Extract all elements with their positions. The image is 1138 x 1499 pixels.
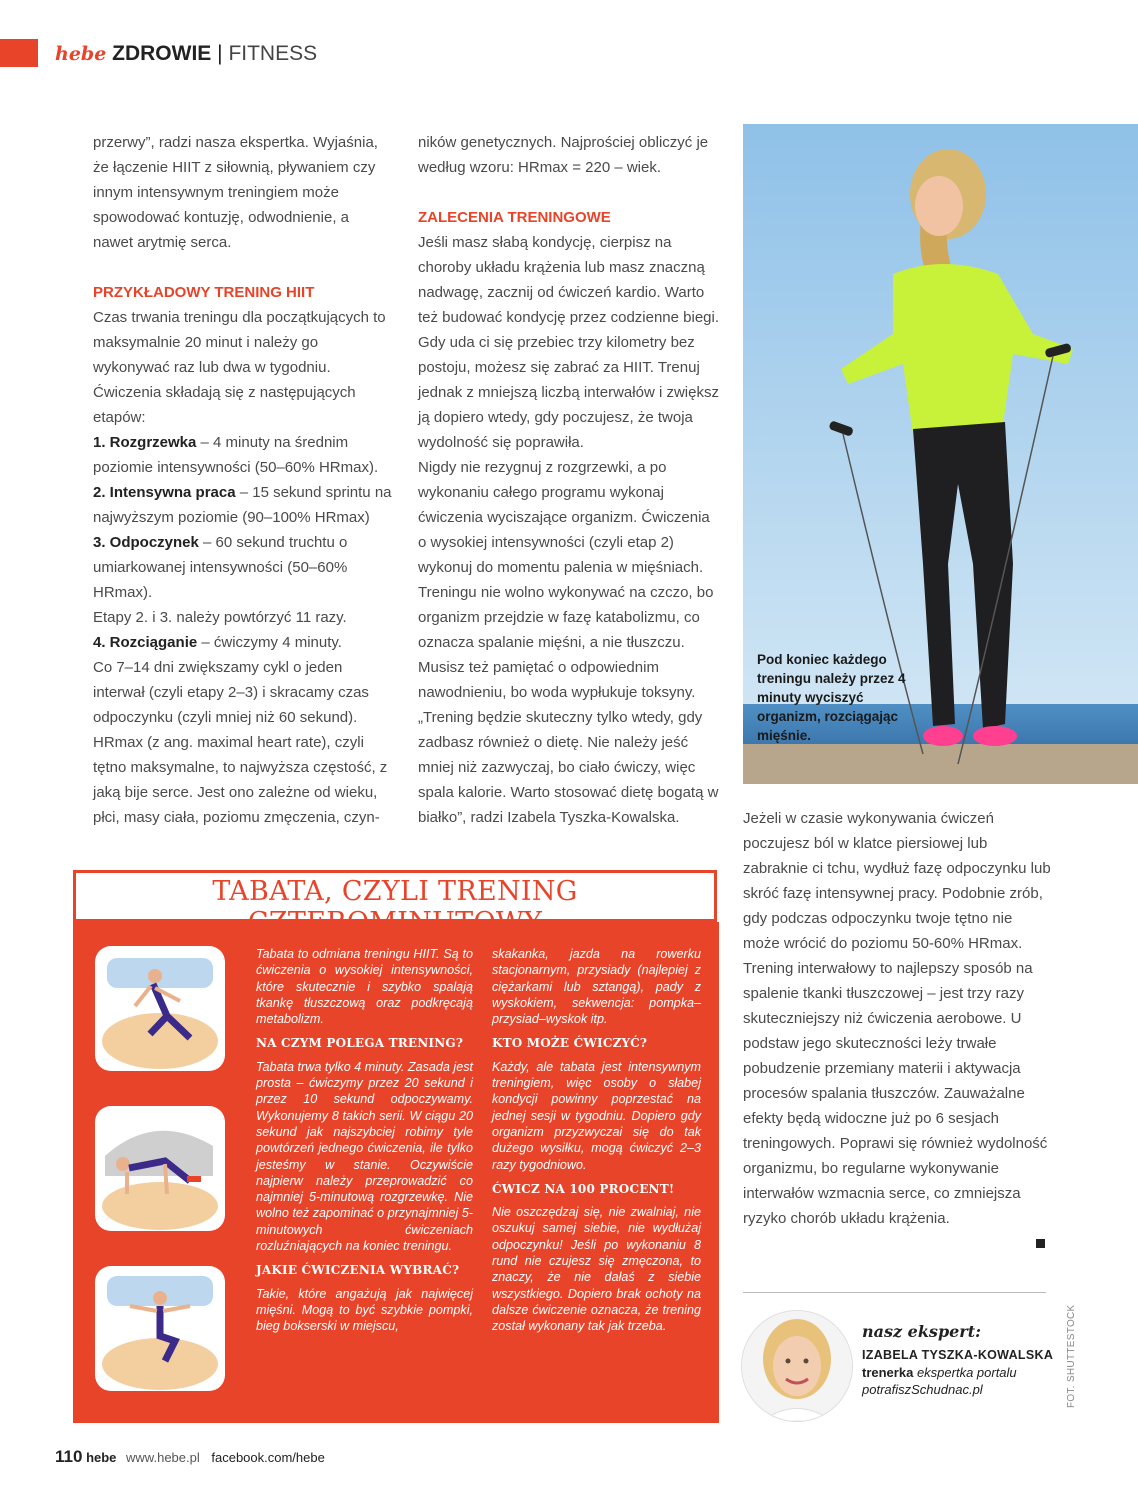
stage-4-text: – ćwiczymy 4 minuty. [197,634,342,651]
col1-heading: PRZYKŁADOWY TRENING HIIT [93,284,315,301]
stage-3-label: 3. Odpoczynek [93,534,199,551]
tabata-intro: Tabata to odmiana treningu HIIT. Są to ćwiczenia o wysokiej intensywności, które skutecznie i szybko spalają tkankę tłuszczową oraz podkręcają metabolizm. [256,947,473,1027]
col2-paragraph-2: Nigdy nie rezygnuj z rozgrzewki, a po wykonaniu całego programu wykonaj ćwiczenia wyciszające organizm. Ćwiczenia o wysokiej intensywności (czyli etap 2) wykonuj do momentu palenia w mięśniach. Treningu nie wolno wykonywać na czczo, bo organizm przejdzie w fazę katabolizmu, co oznacza spalanie mięśni, a nie tłuszczu. Musisz też pamiętać o odpowiednim nawodnieniu, bo woda wypłukuje toksyny. [418,459,714,701]
photo-credit-text: FOT. SHUTTESTOCK [1066,1304,1077,1408]
footer-brand: hebe [86,1450,117,1465]
header-separator: | [217,42,223,65]
stage-3-text: – 60 sekund truchtu o umiarkowanej intensywności (50–60% HRmax). [93,534,348,601]
tabata-column-1 [256,946,473,1335]
col2-paragraph-3: „Trening będzie skuteczny tylko wtedy, gdy zadbasz również o dietę. Nie należy jeść mniej niż zazwyczaj, bo ciało ćwiczy, więc spala kalorie. Warto stosować dietę bogatą w białko”, radzi Izabela Tyszka-Kowalska. [418,709,719,826]
article-column-1 [93,130,393,830]
col2-intro: ników genetycznych. Najprościej obliczyć je według wzoru: HRmax = 220 – wiek. [418,134,709,176]
tabata-heading-2: JAKIE ĆWICZENIA WYBRAĆ? [256,1263,460,1278]
tabata-heading-1: NA CZYM POLEGA TRENING? [256,1036,464,1051]
photo-caption: Pod koniec każdego treningu należy przez 4 minuty wyciszyć organizm, rozciągając mięśnie. [757,652,906,743]
col2-paragraph-1: Jeśli masz słabą kondycję, cierpisz na choroby układu krążenia lub masz znaczną nadwagę, zacznij od ćwiczeń kardio. Warto też budować kondycję przez codzienne biegi. Gdy uda ci się przebiec trzy kilometry bez postoju, możesz się zabrać za HIIT. Trenuj jednak z mniejszą liczbą interwałów i zwiększ ją dopiero wtedy, gdy poczujesz, że twoja wydolność się poprawiła. [418,234,720,451]
stage-2-label: 2. Intensywna praca [93,484,236,501]
footer-facebook-link[interactable]: facebook.com/hebe [211,1450,325,1465]
col1-paragraph-2: Co 7–14 dni zwiększamy cykl o jeden interwał (czyli etapy 2–3) i skracamy czas odpoczynku (czyli mniej niż 60 sekund). [93,659,369,726]
exercise-illustration-2 [95,1106,225,1231]
expert-name: IZABELA TYSZKA-KOWALSKA [862,1348,1054,1362]
article-column-2 [418,130,720,830]
expert-label: nasz ekspert: [862,1322,982,1341]
expert-role-detail: ekspertka portalu potrafiszSchudnac.pl [862,1365,1017,1397]
tabata-paragraph-1: Tabata trwa tylko 4 minuty. Zasada jest prosta – ćwiczymy przez 20 sekund i przez 10 sekund odpoczywamy. Wykonujemy 8 takich serii. W ciągu 20 sekund jak najszybciej robimy tyle powtórzeń jednego ćwiczenia, ile tylko jesteśmy w stanie. Oczywiście najpierw należy przeprowadzić co najmniej 5-minutową rozgrzewkę. Nie wolno też zapominać o przynajmniej 5-minutowych ćwiczeniach rozluźniających na koniec treningu. [256,1059,473,1254]
photo-credit [1064,1302,1078,1412]
stage-2 [93,480,393,530]
squat-illustration [95,1266,225,1391]
tabata-column-2 [492,946,701,1335]
end-of-article-mark [1036,1239,1045,1248]
stage-repeat: Etapy 2. i 3. należy powtórzyć 11 razy. [93,609,347,626]
plank-illustration [95,1106,225,1231]
exercise-illustration-1 [95,946,225,1071]
stage-2-text: – 15 sekund sprintu na najwyższym poziomie (90–100% HRmax) [93,484,392,526]
tabata-heading-3: KTO MOŻE ĆWICZYĆ? [492,1036,648,1051]
page-footer [55,1447,325,1467]
footer-website-link[interactable]: www.hebe.pl [126,1450,200,1465]
stage-3 [93,530,393,605]
expert-role-title: trenerka [862,1365,914,1380]
stage-4 [93,630,393,655]
stage-1 [93,430,393,480]
col1-paragraph-3: HRmax (z ang. maximal heart rate), czyli tętno maksymalne, to najwyższa częstość, z jaką bije serce. Jest ono zależne od wieku, płci, masy ciała, poziomu zmęczenia, czyn- [93,734,388,826]
tabata-paragraph-4: Nie oszczędzaj się, nie zwalniaj, nie oszukuj samej siebie, nie wydłużaj odpoczynku! Jeśli po wykonaniu 8 rund nie czujesz się zmęczona, to znaczy, że nie dałaś z siebie wszystkiego. Dopiero brak ochoty na dalsze ćwiczenie oznacza, że trening został wykonany tak jak trzeba. [492,1205,701,1334]
tabata-paragraph-2b: skakanka, jazda na rowerku stacjonarnym, przysiady (najlepiej z ciężarkami lub sztangą), pady z wyskokiem, sekwencja: pompka–przysiad–wyskok itp. [492,947,701,1027]
col3-paragraph-2: Trening interwałowy to najlepszy sposób na spalenie tkanki tłuszczowej – jest trzy razy skuteczniejszy niż ćwiczenia aerobowe. U podstaw jego skuteczności leży trwałe pobudzenie przemiany materii i aktywacja procesów spalania tłuszczów. Zauważalne efekty będą widoczne już po 6 sesjach treningowych. Poprawi się również wydolność organizmu, bo regularne wykonywanie interwałów wzmacnia serce, co zmniejsza ryzyko chorób układu krążenia. [743,960,1048,1227]
stage-4-label: 4. Rozciąganie [93,634,198,651]
exercise-illustration-3 [95,1266,225,1391]
header-subsection: FITNESS [228,42,318,65]
col1-paragraph: Czas trwania treningu dla początkujących to maksymalnie 20 minut i należy go wykonywać raz lub dwa w tygodniu. Ćwiczenia składają się z następujących etapów: [93,309,386,426]
tabata-paragraph-3: Każdy, ale tabata jest intensywnym treningiem, więc osoby o słabej kondycji powinny poprzestać na jednej sesji w tygodniu. Dopiero gdy organizm przyzwyczai się do tak dużego wysiłku, mogą ćwiczyć 2–3 razy tygodniowo. [492,1059,701,1172]
col3-paragraph-1: Jeżeli w czasie wykonywania ćwiczeń poczujesz ból w klatce piersiowej lub zabraknie ci tchu, wydłuż fazę odpoczynku lub skróć fazę intensywnej pracy. Podobnie zrób, gdy podczas odpoczynku twoje tętno nie może wrócić do poziomu 50-60% HRmax. [743,810,1051,952]
expert-role [862,1364,1062,1398]
lunge-illustration [95,946,225,1071]
col2-heading: ZALECENIA TRENINGOWE [418,209,611,226]
page-number: 110 [55,1447,83,1466]
expert-divider [743,1292,1046,1293]
stage-1-text: – 4 minuty na średnim poziomie intensywności (50–60% HRmax). [93,434,379,476]
tabata-heading-4: ĆWICZ NA 100 PROCENT! [492,1181,675,1196]
tabata-title: TABATA, CZYLI TRENING [212,876,578,907]
header-brand: hebe [55,43,107,65]
expert-avatar [741,1310,853,1422]
stage-1-label: 1. Rozgrzewka [93,434,197,451]
expert-portrait [742,1311,852,1421]
col1-intro: przerwy”, radzi nasza ekspertka. Wyjaśnia, że łączenie HIIT z siłownią, pływaniem czy innym intensywnym treningiem może spowodować kontuzję, odwodnienie, a nawet arytmię serca. [93,134,378,251]
tabata-paragraph-2: Takie, które angażują jak najwięcej mięśni. Mogą to być szybkie pompki, bieg bokserski w miejscu, [256,1286,473,1334]
header-accent-bar [0,39,38,67]
header-section: ZDROWIE [112,42,212,65]
page-header [55,42,317,66]
article-column-3 [743,806,1053,1231]
